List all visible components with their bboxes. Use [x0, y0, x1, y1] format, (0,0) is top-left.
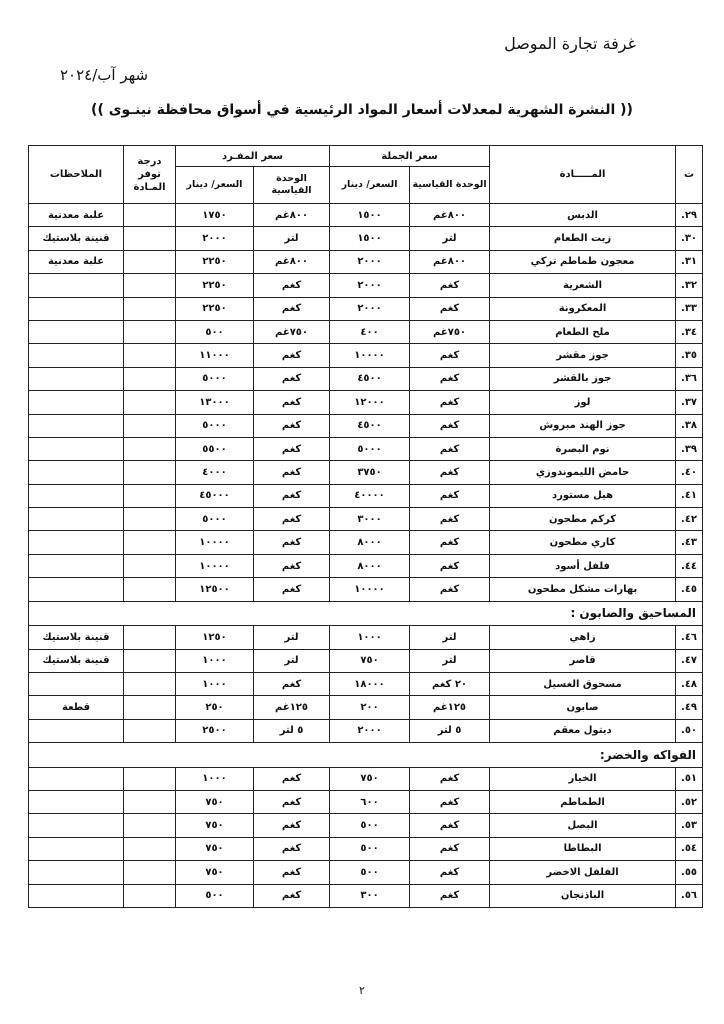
wholesale-unit: لتر [410, 649, 490, 672]
retail-unit: كغم [254, 578, 330, 601]
wholesale-unit: كغم [410, 367, 490, 390]
retail-unit: لتر [254, 227, 330, 250]
wholesale-price: ٣٠٠ [330, 884, 410, 907]
notes [29, 344, 124, 367]
availability [124, 367, 176, 390]
wholesale-unit: كغم [410, 391, 490, 414]
chamber-name: غرفة تجارة الموصل [504, 34, 636, 53]
table-row [29, 297, 703, 320]
col-retail-header: سعر المفـرد [176, 146, 330, 167]
table-row [29, 484, 703, 507]
notes: علبة معدنية [29, 250, 124, 273]
table-row [29, 274, 703, 297]
table-row [29, 367, 703, 390]
availability [124, 696, 176, 719]
retail-unit: كغم [254, 672, 330, 695]
wholesale-price: ١٢٠٠٠ [330, 391, 410, 414]
availability [124, 391, 176, 414]
table-row [29, 344, 703, 367]
wholesale-price: ٥٠٠ [330, 837, 410, 860]
item-name: الدبس [490, 204, 676, 227]
row-number: ٤٠. [676, 461, 703, 484]
availability [124, 414, 176, 437]
wholesale-price: ٤٥٠٠ [330, 367, 410, 390]
row-number: ٤١. [676, 484, 703, 507]
notes: قنينة بلاستيك [29, 227, 124, 250]
wholesale-unit: كغم [410, 297, 490, 320]
retail-unit: كغم [254, 814, 330, 837]
col-availability-header: درجة توفر المـادة [124, 146, 176, 204]
retail-unit: كغم [254, 884, 330, 907]
availability [124, 884, 176, 907]
availability [124, 461, 176, 484]
retail-price: ٥٠٠٠ [176, 508, 254, 531]
row-number: ٤٧. [676, 649, 703, 672]
wholesale-price: ٤٥٠٠ [330, 414, 410, 437]
table-row [29, 790, 703, 813]
wholesale-unit: لتر [410, 626, 490, 649]
retail-price: ٤٥٠٠٠ [176, 484, 254, 507]
notes [29, 814, 124, 837]
wholesale-price: ٢٠٠٠ [330, 250, 410, 273]
retail-price: ٥٥٠٠ [176, 437, 254, 460]
retail-price: ١٠٠٠ [176, 672, 254, 695]
retail-price: ٧٥٠ [176, 837, 254, 860]
wholesale-unit: كغم [410, 484, 490, 507]
item-name: البطاطا [490, 837, 676, 860]
retail-unit: كغم [254, 297, 330, 320]
retail-unit: كغم [254, 554, 330, 577]
retail-price: ١٠٠٠٠ [176, 554, 254, 577]
row-number: ٣١. [676, 250, 703, 273]
notes [29, 367, 124, 390]
item-name: نوم البصرة [490, 437, 676, 460]
col-wholesale-header: سعر الجملة [330, 146, 490, 167]
notes [29, 414, 124, 437]
notes [29, 884, 124, 907]
row-number: ٣٣. [676, 297, 703, 320]
retail-price: ١٧٥٠ [176, 204, 254, 227]
availability [124, 626, 176, 649]
row-number: ٤٣. [676, 531, 703, 554]
availability [124, 649, 176, 672]
item-name: الفلفل الاخضر [490, 861, 676, 884]
wholesale-price: ٥٠٠ [330, 861, 410, 884]
table-row [29, 461, 703, 484]
table-row [29, 250, 703, 273]
retail-unit: لتر [254, 649, 330, 672]
wholesale-price: ١٠٠٠ [330, 626, 410, 649]
page-number: ٢ [359, 984, 365, 997]
bulletin-title: (( النشرة الشهرية لمعدلات أسعار المواد الرئيسية في أسواق محافظة نينـوى )) [91, 102, 633, 118]
item-name: حامض الليموندوزي [490, 461, 676, 484]
availability [124, 297, 176, 320]
table-row [29, 578, 703, 601]
notes [29, 790, 124, 813]
item-name: ملح الطعام [490, 320, 676, 343]
row-number: ٣٠. [676, 227, 703, 250]
retail-price: ٥٠٠ [176, 884, 254, 907]
table-row [29, 672, 703, 695]
retail-price: ١٣٠٠٠ [176, 391, 254, 414]
retail-unit: ٨٠٠غم [254, 204, 330, 227]
availability [124, 861, 176, 884]
table-row [29, 649, 703, 672]
notes [29, 320, 124, 343]
wholesale-price: ١٠٠٠٠ [330, 344, 410, 367]
retail-price: ١٢٥٠ [176, 626, 254, 649]
retail-unit: ١٢٥غم [254, 696, 330, 719]
item-name: الشعرية [490, 274, 676, 297]
item-name: كاري مطحون [490, 531, 676, 554]
retail-unit: كغم [254, 344, 330, 367]
table-row [29, 719, 703, 742]
notes [29, 531, 124, 554]
wholesale-unit: كغم [410, 578, 490, 601]
row-number: ٥٠. [676, 719, 703, 742]
table-row [29, 884, 703, 907]
notes [29, 297, 124, 320]
row-number: ٣٥. [676, 344, 703, 367]
section-heading: الفواكه والخضر: [29, 743, 703, 768]
row-number: ٤٢. [676, 508, 703, 531]
item-name: الطماطم [490, 790, 676, 813]
row-number: ٣٨. [676, 414, 703, 437]
wholesale-price: ٢٠٠ [330, 696, 410, 719]
notes: قطعة [29, 696, 124, 719]
retail-unit: كغم [254, 437, 330, 460]
availability [124, 531, 176, 554]
availability [124, 837, 176, 860]
wholesale-unit: كغم [410, 554, 490, 577]
notes [29, 719, 124, 742]
table-row [29, 414, 703, 437]
row-number: ٤٤. [676, 554, 703, 577]
wholesale-unit: كغم [410, 461, 490, 484]
row-number: ٤٥. [676, 578, 703, 601]
row-number: ٥٣. [676, 814, 703, 837]
retail-price: ٢٢٥٠ [176, 274, 254, 297]
retail-unit-header: الوحدة القياسية [254, 167, 330, 204]
availability [124, 790, 176, 813]
wholesale-price-header: السعر/ دينار [330, 167, 410, 204]
wholesale-unit: ٧٥٠غم [410, 320, 490, 343]
wholesale-price: ٨٠٠٠ [330, 554, 410, 577]
notes [29, 554, 124, 577]
wholesale-price: ١٥٠٠ [330, 204, 410, 227]
wholesale-unit: كغم [410, 531, 490, 554]
retail-price: ٥٠٠٠ [176, 414, 254, 437]
item-name: الخيار [490, 767, 676, 790]
retail-unit: ٧٥٠غم [254, 320, 330, 343]
retail-unit: كغم [254, 837, 330, 860]
item-name: لوز [490, 391, 676, 414]
item-name: ديتول معقم [490, 719, 676, 742]
item-name: جوز الهند مبروش [490, 414, 676, 437]
notes: قنينة بلاستيك [29, 626, 124, 649]
retail-unit: ٥ لتر [254, 719, 330, 742]
retail-price: ٢٢٥٠ [176, 297, 254, 320]
col-num-header: ت [676, 146, 703, 204]
retail-price: ١٠٠٠ [176, 649, 254, 672]
retail-unit: كغم [254, 767, 330, 790]
retail-unit: كغم [254, 508, 330, 531]
availability [124, 437, 176, 460]
item-name: زيت الطعام [490, 227, 676, 250]
wholesale-unit: كغم [410, 344, 490, 367]
row-number: ٥٥. [676, 861, 703, 884]
notes [29, 461, 124, 484]
notes: علبة معدنية [29, 204, 124, 227]
wholesale-price: ٢٠٠٠ [330, 274, 410, 297]
wholesale-unit: ٨٠٠غم [410, 250, 490, 273]
availability [124, 204, 176, 227]
availability [124, 578, 176, 601]
retail-unit: كغم [254, 531, 330, 554]
wholesale-unit: كغم [410, 414, 490, 437]
wholesale-unit: كغم [410, 861, 490, 884]
table-row [29, 837, 703, 860]
wholesale-price: ٧٥٠ [330, 767, 410, 790]
wholesale-price: ٧٥٠ [330, 649, 410, 672]
notes: قنينة بلاستيك [29, 649, 124, 672]
row-number: ٢٩. [676, 204, 703, 227]
retail-price: ٥٠٠ [176, 320, 254, 343]
table-row [29, 531, 703, 554]
wholesale-price: ٨٠٠٠ [330, 531, 410, 554]
retail-price: ٢٠٠٠ [176, 227, 254, 250]
item-name: المعكرونة [490, 297, 676, 320]
availability [124, 274, 176, 297]
notes [29, 437, 124, 460]
wholesale-price: ٦٠٠ [330, 790, 410, 813]
retail-unit: كغم [254, 414, 330, 437]
availability [124, 227, 176, 250]
wholesale-unit: كغم [410, 508, 490, 531]
retail-price: ٢٢٥٠ [176, 250, 254, 273]
retail-price: ٢٥٠ [176, 696, 254, 719]
row-number: ٣٤. [676, 320, 703, 343]
item-name: هيل مستورد [490, 484, 676, 507]
item-name: الباذنجان [490, 884, 676, 907]
wholesale-price: ٤٠٠ [330, 320, 410, 343]
availability [124, 344, 176, 367]
row-number: ٥٤. [676, 837, 703, 860]
item-name: جوز بالقشر [490, 367, 676, 390]
wholesale-unit: لتر [410, 227, 490, 250]
item-name: قاصر [490, 649, 676, 672]
notes [29, 484, 124, 507]
wholesale-unit: كغم [410, 437, 490, 460]
retail-price: ٢٥٠٠ [176, 719, 254, 742]
row-number: ٥٦. [676, 884, 703, 907]
notes [29, 861, 124, 884]
wholesale-price: ٣٠٠٠ [330, 508, 410, 531]
availability [124, 484, 176, 507]
col-item-header: المـــــادة [490, 146, 676, 204]
retail-price: ١١٠٠٠ [176, 344, 254, 367]
retail-price: ٧٥٠ [176, 790, 254, 813]
section-heading: المساحيق والصابون : [29, 601, 703, 626]
notes [29, 391, 124, 414]
wholesale-price: ١٠٠٠٠ [330, 578, 410, 601]
notes [29, 578, 124, 601]
wholesale-price: ٢٠٠٠ [330, 297, 410, 320]
row-number: ٤٩. [676, 696, 703, 719]
retail-unit: لتر [254, 626, 330, 649]
retail-unit: كغم [254, 484, 330, 507]
retail-unit: كغم [254, 861, 330, 884]
item-name: بهارات مشكل مطحون [490, 578, 676, 601]
item-name: معجون طماطم تركي [490, 250, 676, 273]
item-name: كركم مطحون [490, 508, 676, 531]
wholesale-unit: ٨٠٠غم [410, 204, 490, 227]
wholesale-unit: كغم [410, 790, 490, 813]
retail-price: ١٠٠٠٠ [176, 531, 254, 554]
wholesale-unit: ١٢٥غم [410, 696, 490, 719]
row-number: ٤٨. [676, 672, 703, 695]
retail-price: ٤٠٠٠ [176, 461, 254, 484]
wholesale-unit: ٢٠ كغم [410, 672, 490, 695]
retail-unit: كغم [254, 367, 330, 390]
retail-price: ١٠٠٠ [176, 767, 254, 790]
table-row [29, 861, 703, 884]
item-name: مسحوق الغسيل [490, 672, 676, 695]
retail-unit: كغم [254, 461, 330, 484]
row-number: ٣٦. [676, 367, 703, 390]
row-number: ٥٢. [676, 790, 703, 813]
row-number: ٣٩. [676, 437, 703, 460]
item-name: جوز مقشر [490, 344, 676, 367]
table-row [29, 767, 703, 790]
wholesale-price: ٥٠٠٠ [330, 437, 410, 460]
retail-price: ٧٥٠ [176, 861, 254, 884]
wholesale-price: ٢٠٠٠ [330, 719, 410, 742]
retail-price: ٧٥٠ [176, 814, 254, 837]
retail-unit: كغم [254, 274, 330, 297]
availability [124, 554, 176, 577]
section-row [29, 601, 703, 626]
availability [124, 320, 176, 343]
table-row [29, 204, 703, 227]
item-name: فلفل أسود [490, 554, 676, 577]
section-row [29, 743, 703, 768]
wholesale-price: ٥٠٠ [330, 814, 410, 837]
retail-price: ١٢٥٠٠ [176, 578, 254, 601]
wholesale-price: ٤٠٠٠٠ [330, 484, 410, 507]
item-name: البصل [490, 814, 676, 837]
table-row [29, 696, 703, 719]
wholesale-price: ١٨٠٠٠ [330, 672, 410, 695]
price-table [28, 145, 703, 908]
table-row [29, 391, 703, 414]
table-row [29, 320, 703, 343]
availability [124, 672, 176, 695]
retail-unit: كغم [254, 790, 330, 813]
retail-unit: ٨٠٠غم [254, 250, 330, 273]
row-number: ٣٢. [676, 274, 703, 297]
wholesale-unit: كغم [410, 274, 490, 297]
notes [29, 274, 124, 297]
wholesale-unit: كغم [410, 767, 490, 790]
bulletin-date: شهر آب/٢٠٢٤ [60, 66, 149, 84]
notes [29, 672, 124, 695]
notes [29, 508, 124, 531]
table-row [29, 437, 703, 460]
wholesale-price: ٣٧٥٠ [330, 461, 410, 484]
row-number: ٤٦. [676, 626, 703, 649]
notes [29, 767, 124, 790]
wholesale-unit: كغم [410, 884, 490, 907]
wholesale-unit: كغم [410, 814, 490, 837]
availability [124, 767, 176, 790]
table-row [29, 626, 703, 649]
price-table-body [29, 204, 703, 908]
wholesale-unit-header: الوحدة القياسية [410, 167, 490, 204]
row-number: ٣٧. [676, 391, 703, 414]
availability [124, 814, 176, 837]
availability [124, 250, 176, 273]
table-row [29, 508, 703, 531]
row-number: ٥١. [676, 767, 703, 790]
availability [124, 719, 176, 742]
retail-unit: كغم [254, 391, 330, 414]
table-row [29, 554, 703, 577]
retail-price-header: السعر/ دينار [176, 167, 254, 204]
col-notes-header: الملاحظات [29, 146, 124, 204]
table-row [29, 814, 703, 837]
wholesale-unit: كغم [410, 837, 490, 860]
wholesale-unit: ٥ لتر [410, 719, 490, 742]
item-name: زاهي [490, 626, 676, 649]
item-name: صابون [490, 696, 676, 719]
availability [124, 508, 176, 531]
table-row [29, 227, 703, 250]
retail-price: ٥٠٠٠ [176, 367, 254, 390]
notes [29, 837, 124, 860]
wholesale-price: ١٥٠٠ [330, 227, 410, 250]
